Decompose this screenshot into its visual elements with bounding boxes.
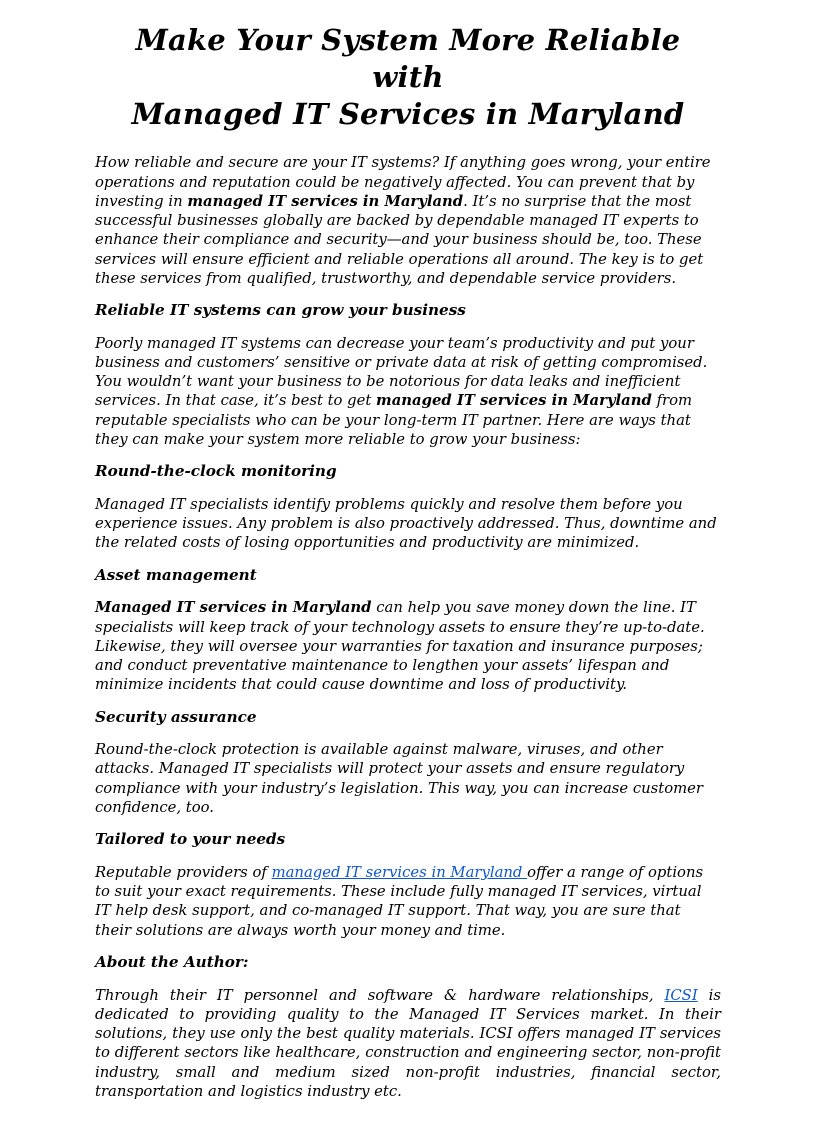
paragraph	[95, 986, 721, 1101]
inline-link[interactable]: ICSI	[664, 986, 698, 1004]
body-text: How reliable and secure are your IT systems? If anything goes wrong, your entire operations and reputation could be negatively affected. You can prevent that by investing in	[95, 154, 711, 210]
article-title-line-1: Make Your System More Reliable with	[135, 23, 681, 95]
section-heading: Tailored to your needs	[95, 830, 286, 849]
paragraph	[95, 495, 721, 553]
body-text: can help you save money down the line. IT specialists will keep track of your technology assets to ensure they’re up-to-date. Likewise, they will oversee your warranties for taxation and insurance purposes; and conduct preventative maintenance to lengthen your assets’ lifespan and minimize incidents that could cause downtime and loss of productivity.	[95, 599, 705, 694]
bold-text: Managed IT services in Maryland	[95, 599, 372, 617]
body-text: from reputable specialists who can be your long-term IT partner. Here are ways that they can make your system more reliable to grow your business:	[95, 392, 693, 448]
body-text: Managed IT specialists identify problems quickly and resolve them before you experience issues. Any problem is also proactively addressed. Thus, downtime and the related costs of losing opportunities and productivity are minimized.	[95, 495, 717, 552]
bold-text: managed IT services in Maryland	[187, 192, 464, 210]
paragraph	[95, 598, 721, 694]
paragraph	[95, 153, 721, 288]
section-heading: Security assurance	[95, 707, 257, 726]
body-text: offer a range of options to suit your exact requirements. These include fully managed IT services, virtual IT help desk support, and co-managed IT support. That way, you are sure that their solutions are always worth your money and time.	[95, 863, 704, 939]
body-text: Reputable providers of	[95, 863, 272, 881]
article-body	[95, 153, 721, 1101]
body-text: . It’s no surprise that the most successful businesses globally are backed by dependable managed IT experts to enhance their compliance and security—and your business should be, too. These services will ensure efficient and reliable operations all around. The key is to get these services from qualified, trustworthy, and dependable service providers.	[95, 192, 704, 287]
article-title-line-2: Managed IT Services in Maryland	[131, 97, 685, 132]
article-title	[95, 22, 721, 133]
paragraph	[95, 334, 721, 449]
body-text: Through their IT personnel and software & hardware relationships,	[95, 986, 665, 1004]
section-heading: Reliable IT systems can grow your business	[95, 300, 466, 319]
paragraph	[95, 740, 721, 817]
body-text: Poorly managed IT systems can decrease your team’s productivity and put your business and customers’ sensitive or private data at risk of getting compromised. You wouldn’t want your business to be notorious for data leaks and inefficient services. In that case, it’s best to get	[95, 334, 708, 410]
bold-text: managed IT services in Maryland	[376, 392, 652, 410]
body-text: Round-the-clock protection is available against malware, viruses, and other attacks. Managed IT specialists will protect your assets and ensure regulatory compliance with your industry’s legislation. This way, you can increase customer confidence, too.	[95, 741, 703, 816]
body-text: is dedicated to providing quality to the Managed IT Services market. In their solutions, they use only the best quality materials. ICSI offers managed IT services to different sectors like healthcare, construction and engineering sector, non-profit industry, small and medium sized non-profit industries, financial sector, transportation and logistics industry etc.	[95, 986, 721, 1100]
section-heading: Round-the-clock monitoring	[95, 462, 337, 481]
paragraph	[95, 863, 721, 940]
section-heading: About the Author:	[95, 952, 249, 971]
inline-link[interactable]: managed IT services in Maryland	[271, 863, 528, 881]
section-heading: Asset management	[95, 565, 257, 584]
